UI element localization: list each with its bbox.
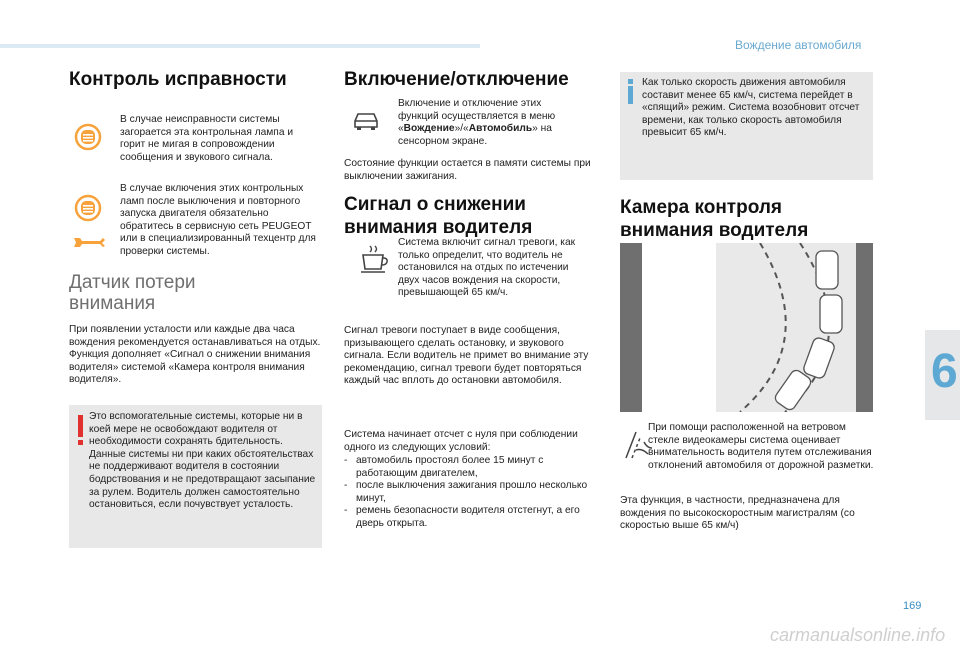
paragraph-memory: Состояние функции остается в памяти системы при выключении зажигания. <box>344 158 591 182</box>
paragraph-highway: Эта функция, в частности, предназначена для вождения по высокоскоростным магистралям (со скоростью выше 65 км/ч) <box>620 495 855 532</box>
section-title-activation: Включение/отключение <box>344 69 569 90</box>
section-title-camera: Камера контроля внимания водителя <box>620 197 809 241</box>
watermark: carmanualsonline.info <box>770 625 946 645</box>
warning-exclamation-icon <box>78 415 83 437</box>
wrench-icon <box>72 234 106 250</box>
top-bar <box>0 44 480 48</box>
section-title-health: Контроль исправности <box>69 69 287 90</box>
subtitle-drowsiness: Датчик потери внимания <box>69 272 196 314</box>
paragraph-menu <box>398 98 558 148</box>
list-item: - после выключения зажигания прошло несколько минут, <box>344 480 588 504</box>
page-header: Вождение автомобиля <box>735 38 862 52</box>
menu-text-a: Включение и отключение этих функций осуществляется в меню « <box>398 98 556 135</box>
warning-text: Это вспомогательные системы, которые ни в коей мере не освобождают водителя от необходимости сохранять бдительность. Данные системы ни при каких обстоятельствах не поддерживают водителя в состоянии бодрствования и не предотвращают засыпание за рулем. Водитель должен самостоятельно остановиться, если почувствует усталость. <box>89 411 316 511</box>
car-settings-icon <box>350 107 382 133</box>
info-icon <box>628 86 633 104</box>
attention-warning-icon <box>73 122 103 152</box>
info-text: Как только скорость движения автомобиля составит менее 65 км/ч, система перейдет в «спящий» режим. Система возобновит отсчет времени, как только скорость автомобиля превысит 65 км/ч. <box>642 77 860 139</box>
list-item: - автомобиль простоял более 15 минут с работающим двигателем, <box>344 455 544 479</box>
attention-warning-icon <box>73 193 103 223</box>
paragraph-camera: При помощи расположенной на ветровом стекле видеокамеры система оценивает внимательность водителя путем отслеживания отклонений автомобиля от дорожной разметки. <box>648 422 874 471</box>
info-i-dot <box>628 79 633 84</box>
page-number: 169 <box>903 600 922 612</box>
menu-item-vehicle: Автомобиль <box>468 123 533 135</box>
menu-text-e: » на сенсорном экране. <box>398 123 552 147</box>
warning-exclamation-dot <box>78 440 83 445</box>
coffee-cup-icon <box>358 243 392 277</box>
paragraph-reset: Система начинает отсчет с нуля при соблюдении одного из следующих условий: <box>344 429 578 453</box>
menu-item-driving: Вождение <box>403 123 455 135</box>
info-box <box>620 72 873 180</box>
paragraph-alert-trigger: Система включит сигнал тревоги, как только определит, что водитель не остановился на отдых по истечении двух часов вождения на скорости, превышающей 65 км/ч. <box>398 237 576 299</box>
menu-text-sep: »/« <box>454 123 469 135</box>
paragraph-rest: При появлении усталости или каждые два часа вождения рекомендуется останавливаться на отдых. Функция дополняет «Сигнал о снижении внимания водителя» системой «Камера контроля внимания водителя». <box>69 324 321 386</box>
list-item: - ремень безопасности водителя отстегнут, а его дверь открыта. <box>344 505 580 529</box>
lane-camera-illustration <box>620 243 873 412</box>
paragraph-alert-repeat: Сигнал тревоги поступает в виде сообщения, призывающего сделать остановку, и звукового сигнала. Если водитель не примет во внимание эту рекомендацию, сигнал тревоги будет повторяться каждый час вплоть до остановки автомобиля. <box>344 325 589 387</box>
section-title-alert: Сигнал о снижении внимания водителя <box>344 194 533 238</box>
reset-conditions-list <box>344 455 594 531</box>
paragraph-fault: В случае неисправности системы загорается эта контрольная лампа и горит не мигая в сопровождении сообщения и звукового сигнала. <box>120 114 294 163</box>
paragraph-lamps: В случае включения этих контрольных ламп после выключения и повторного запуска двигателя обязательно обратитесь в сервисную сеть PEUGEOT или в специализированный техцентр для проверки системы. <box>120 183 316 257</box>
warning-box <box>69 405 322 548</box>
chapter-number: 6 <box>931 345 958 398</box>
chapter-tab <box>925 330 960 420</box>
